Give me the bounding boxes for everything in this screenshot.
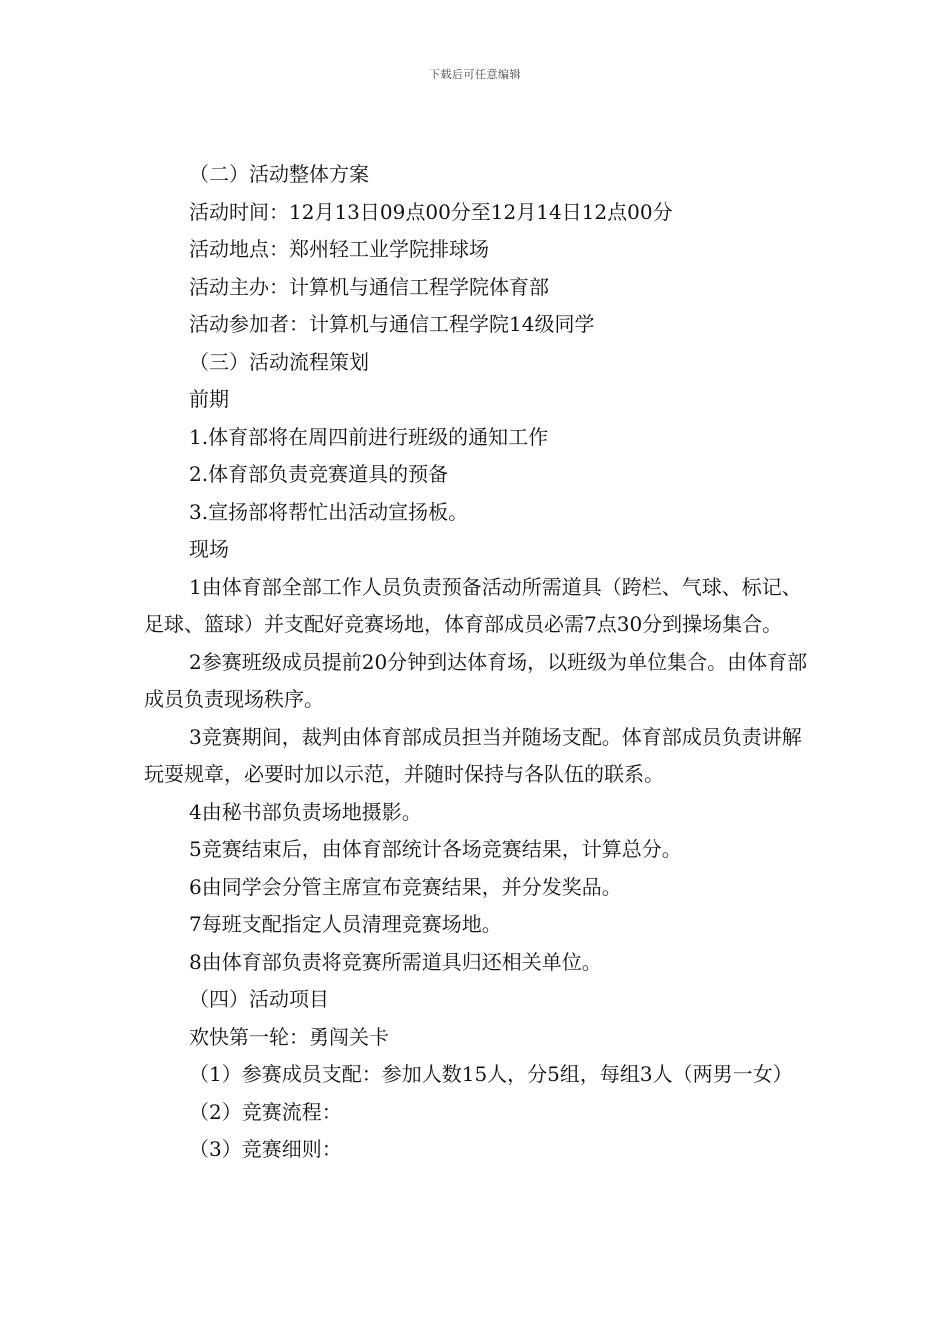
onsite-item-3: 3竞赛期间，裁判由体育部成员担当并随场支配。体育部成员负责讲解玩耍规章，必要时加以示范，并随时保持与各队伍的联系。 <box>144 724 802 786</box>
header-watermark: 下载后可任意编辑 <box>429 68 521 81</box>
round-1-participants: （1）参赛成员支配：参加人数15人，分5组，每组3人（两男一女） <box>189 1062 793 1086</box>
round-1-title: 欢快第一轮：勇闯关卡 <box>189 1024 389 1049</box>
activity-participants: 活动参加者：计算机与通信工程学院14级同学 <box>189 312 595 336</box>
onsite-item-7: 7每班支配指定人员清理竞赛场地。 <box>189 912 502 936</box>
subheading-early-stage: 前期 <box>189 387 229 411</box>
early-item-1: 1.体育部将在周四前进行班级的通知工作 <box>189 424 549 449</box>
onsite-item-6: 6由同学会分管主席宣布竞赛结果，并分发奖品。 <box>189 874 622 899</box>
section-heading-4: （四）活动项目 <box>189 987 329 1011</box>
round-1-rules: （3）竞赛细则： <box>189 1137 342 1161</box>
section-heading-3: （三）活动流程策划 <box>189 349 369 374</box>
onsite-item-1: 1由体育部全部工作人员负责预备活动所需道具（跨栏、气球、标记、足球、篮球）并支配好竞赛场地，体育部成员必需7点30分到操场集合。 <box>144 574 802 636</box>
activity-organizer: 活动主办：计算机与通信工程学院体育部 <box>189 274 549 299</box>
document-body <box>144 156 816 1169</box>
onsite-item-4: 4由秘书部负责场地摄影。 <box>189 799 422 824</box>
subheading-on-site: 现场 <box>189 537 229 561</box>
onsite-item-2: 2参赛班级成员提前20分钟到达体育场，以班级为单位集合。由体育部成员负责现场秩序。 <box>144 649 808 711</box>
activity-time: 活动时间：12月13日09点00分至12月14日12点00分 <box>189 199 673 224</box>
onsite-item-8: 8由体育部负责将竞赛所需道具归还相关单位。 <box>189 949 602 974</box>
onsite-item-5: 5竞赛结束后，由体育部统计各场竞赛结果，计算总分。 <box>189 837 682 861</box>
round-1-process: （2）竞赛流程： <box>189 1099 342 1124</box>
early-item-3: 3.宣扬部将帮忙出活动宣扬板。 <box>189 499 469 524</box>
section-heading-2: （二）活动整体方案 <box>189 162 369 186</box>
early-item-2: 2.体育部负责竞赛道具的预备 <box>189 462 449 486</box>
activity-location: 活动地点：郑州轻工业学院排球场 <box>189 237 489 261</box>
